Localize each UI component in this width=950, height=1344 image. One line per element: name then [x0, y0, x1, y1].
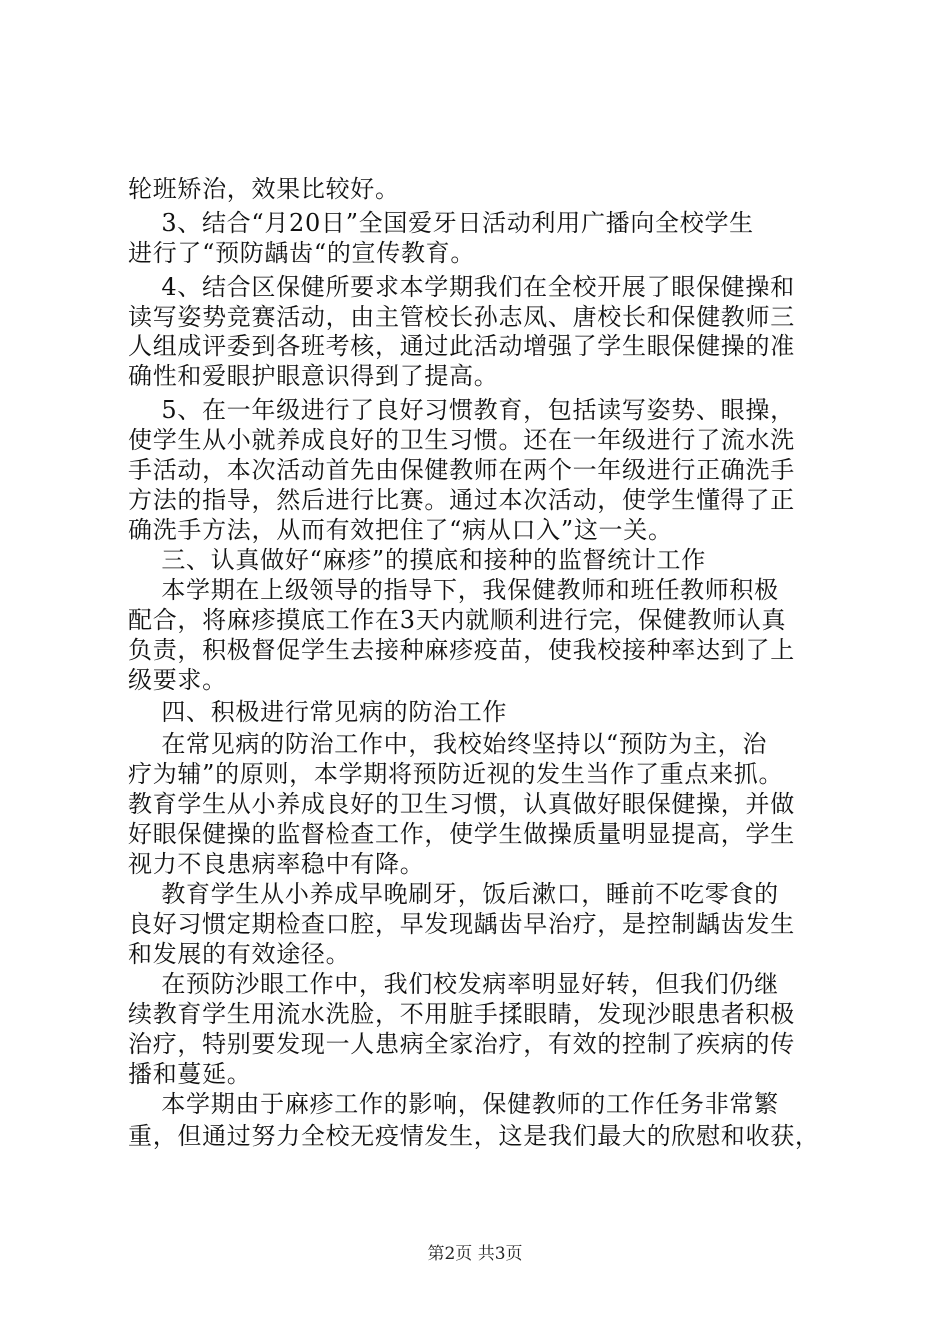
text-line: 本学期在上级领导的指导下，我保健教师和班任教师积极 — [128, 576, 779, 604]
text-line: 良好习惯定期检查口腔，早发现龋齿早治疗，是控制龋齿发生 — [128, 910, 795, 938]
text-line: 级要求。 — [128, 666, 227, 694]
text-line: 本学期由于麻疹工作的影响，保健教师的工作任务非常繁 — [128, 1090, 779, 1118]
text-line: 在常见病的防治工作中，我校始终坚持以“预防为主，治 — [128, 730, 768, 758]
text-line: 教育学生从小养成早晚刷牙，饭后漱口，睡前不吃零食的 — [128, 880, 779, 908]
section-heading: 四、积极进行常见病的防治工作 — [128, 698, 508, 726]
text-line: 视力不良患病率稳中有降。 — [128, 850, 425, 878]
text-line: 使学生从小就养成良好的卫生习惯。还在一年级进行了流水洗 — [128, 426, 795, 454]
text-line: 重，但通过努力全校无疫情发生，这是我们最大的欣慰和收获， — [128, 1122, 820, 1150]
text-line: 治疗，特别要发现一人患病全家治疗，有效的控制了疾病的传 — [128, 1030, 795, 1058]
text-line: 配合，将麻疹摸底工作在3天内就顺利进行完，保健教师认真 — [128, 606, 787, 634]
text-line: 4、结合区保健所要求本学期我们在全校开展了眼保健操和 — [128, 273, 795, 301]
text-line: 进行了“预防龋齿“的宣传教育。 — [128, 239, 476, 267]
text-line: 疗为辅”的原则，本学期将预防近视的发生当作了重点来抓。 — [128, 760, 784, 788]
text-line: 方法的指导，然后进行比赛。通过本次活动，使学生懂得了正 — [128, 486, 795, 514]
text-line: 好眼保健操的监督检查工作，使学生做操质量明显提高，学生 — [128, 820, 795, 848]
text-line: 手活动，本次活动首先由保健教师在两个一年级进行正确洗手 — [128, 456, 795, 484]
text-line: 负责，积极督促学生去接种麻疹疫苗，使我校接种率达到了上 — [128, 636, 795, 664]
text-line: 读写姿势竞赛活动，由主管校长孙志凤、唐校长和保健教师三 — [128, 303, 795, 331]
text-line: 确性和爱眼护眼意识得到了提高。 — [128, 362, 499, 390]
text-line: 5、在一年级进行了良好习惯教育，包括读写姿势、眼操， — [128, 396, 795, 424]
text-line: 人组成评委到各班考核，通过此活动增强了学生眼保健操的准 — [128, 332, 795, 360]
page-footer: 第2页 共3页 — [427, 1244, 523, 1264]
section-heading: 三、认真做好“麻疹”的摸底和接种的监督统计工作 — [128, 546, 706, 574]
text-line: 确洗手方法，从而有效把住了“病从口入”这一关。 — [128, 516, 673, 544]
text-line: 续教育学生用流水洗脸，不用脏手揉眼睛，发现沙眼患者积极 — [128, 1000, 795, 1028]
text-line: 在预防沙眼工作中，我们校发病率明显好转，但我们仍继 — [128, 970, 779, 998]
text-line: 3、结合“月20日”全国爱牙日活动利用广播向全校学生 — [128, 209, 754, 237]
text-line: 轮班矫治，效果比较好。 — [128, 175, 400, 203]
text-line: 播和蔓延。 — [128, 1060, 252, 1088]
text-line: 和发展的有效途径。 — [128, 940, 351, 968]
text-line: 教育学生从小养成良好的卫生习惯，认真做好眼保健操，并做 — [128, 790, 795, 818]
